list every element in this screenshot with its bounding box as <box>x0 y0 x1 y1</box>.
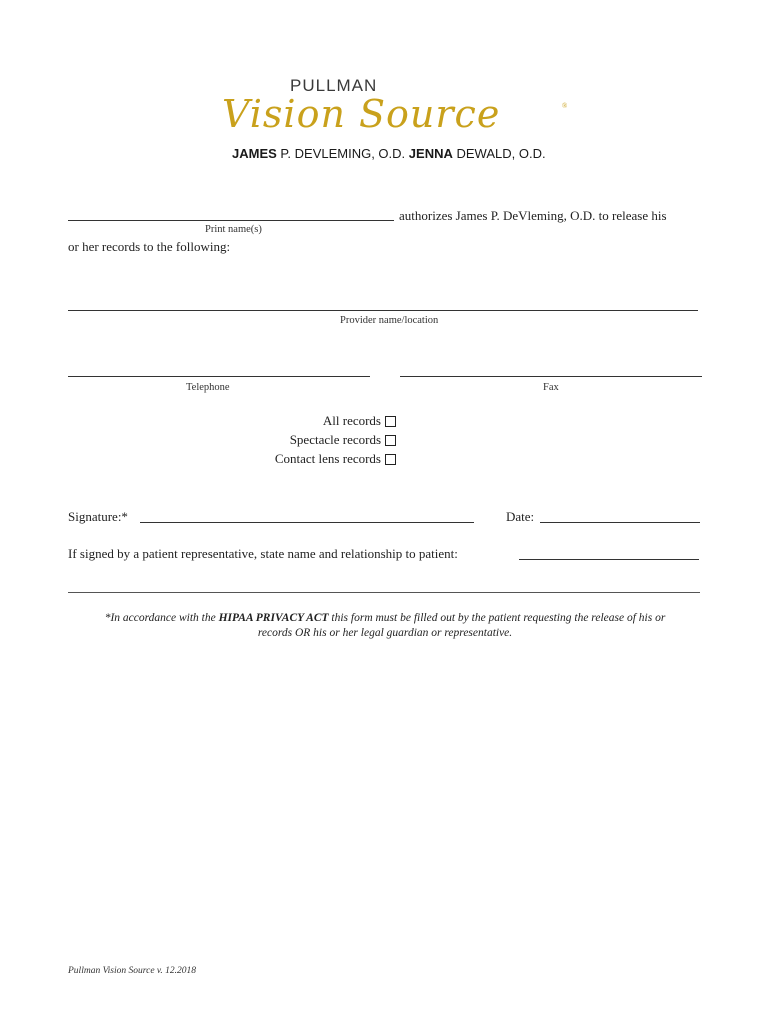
option-label: Spectacle records <box>289 432 381 447</box>
hipaa-notice <box>40 611 730 641</box>
date-field[interactable] <box>540 522 700 523</box>
option-spectacle-records[interactable] <box>200 432 396 448</box>
option-contact-lens-records[interactable] <box>200 451 396 467</box>
print-name-label: Print name(s) <box>205 224 262 235</box>
notice-prefix: *In accordance with the <box>104 612 219 624</box>
doctor2-rest: DEWALD, O.D. <box>456 146 546 161</box>
doctor2-first: JENNA <box>408 146 453 161</box>
checkbox[interactable] <box>385 416 396 427</box>
checkbox[interactable] <box>385 435 396 446</box>
fax-field[interactable] <box>400 376 702 377</box>
print-name-field[interactable] <box>68 220 394 221</box>
doctor1-rest: P. DEVLEMING, O.D. <box>280 146 406 161</box>
option-label: All records <box>322 413 381 428</box>
authorize-text: authorizes James P. DeVleming, O.D. to release his <box>399 208 667 223</box>
logo <box>220 72 580 172</box>
logo-registered-mark: ® <box>562 102 568 110</box>
divider <box>68 592 700 593</box>
notice-line-2: records OR his or her legal guardian or representative. <box>257 627 513 639</box>
option-label: Contact lens records <box>274 451 381 466</box>
telephone-field[interactable] <box>68 376 370 377</box>
fax-label: Fax <box>543 382 559 393</box>
notice-line-1 <box>40 611 730 626</box>
doctor1-first: JAMES <box>232 146 277 161</box>
continuation-text: or her records to the following: <box>68 239 231 254</box>
option-all-records[interactable] <box>200 413 396 429</box>
notice-act: HIPAA PRIVACY ACT <box>218 612 329 624</box>
provider-field[interactable] <box>68 310 698 311</box>
checkbox[interactable] <box>385 454 396 465</box>
notice-line1-suffix: this form must be filled out by the patient requesting the release of his or <box>328 612 666 624</box>
footer-version: Pullman Vision Source v. 12.2018 <box>68 966 197 976</box>
logo-brand-main: Vision Source <box>222 92 501 136</box>
telephone-label: Telephone <box>186 382 230 393</box>
logo-doctors <box>232 146 546 161</box>
provider-label: Provider name/location <box>340 315 439 326</box>
logo-brand-top: PULLMAN <box>290 76 378 95</box>
representative-field[interactable] <box>519 559 699 560</box>
date-label: Date: <box>506 509 535 524</box>
signature-field[interactable] <box>140 522 474 523</box>
representative-text: If signed by a patient representative, state name and relationship to patient: <box>68 546 458 561</box>
signature-label: Signature:* <box>68 509 128 524</box>
